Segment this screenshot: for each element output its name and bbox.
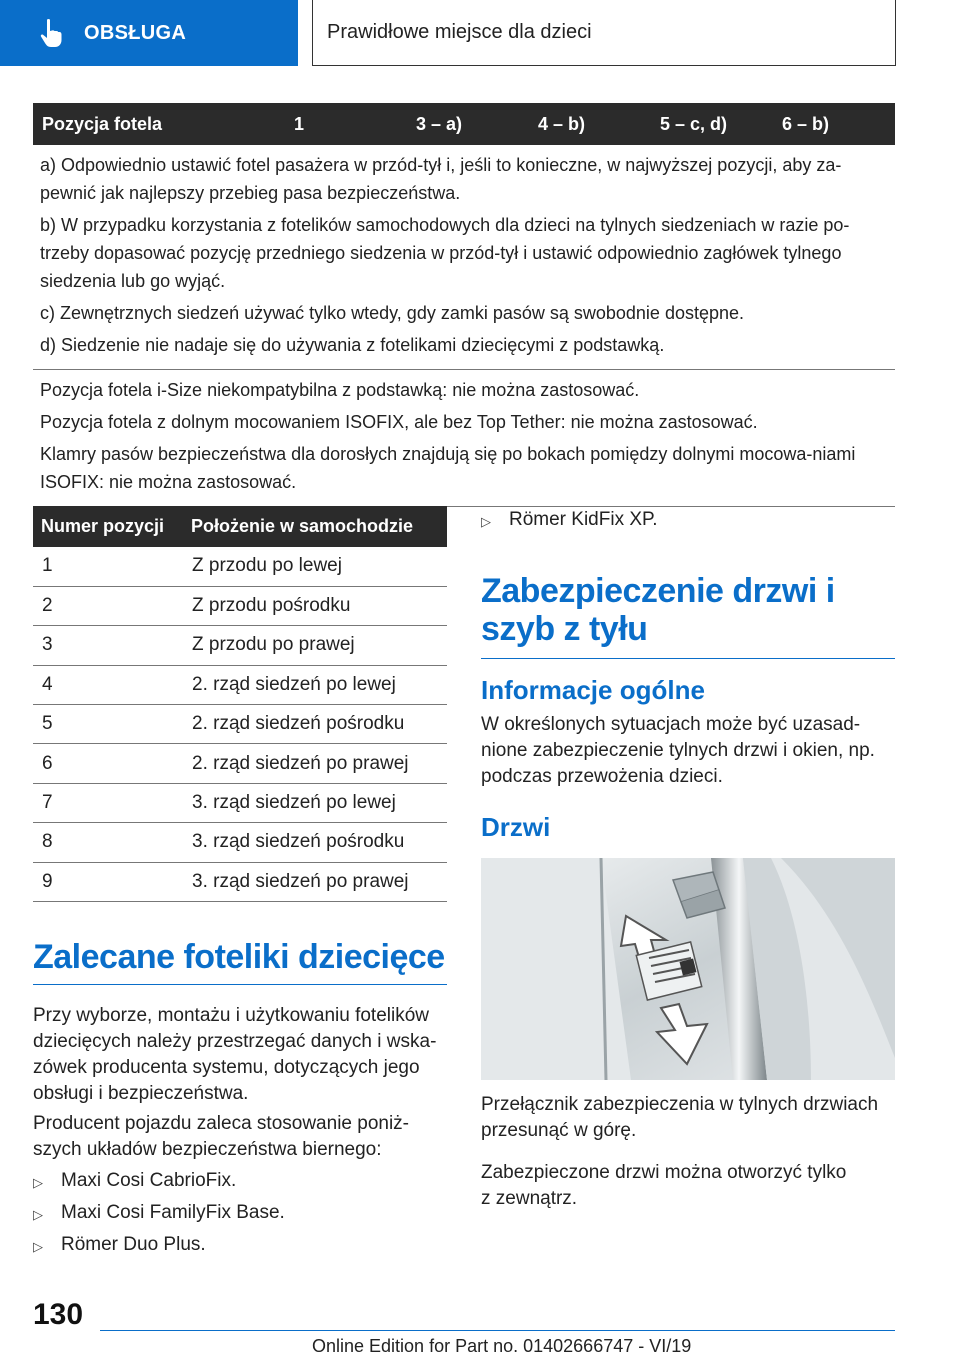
topic-title: Prawidłowe miejsce dla dzieci xyxy=(312,0,896,66)
table-header-cell: 3 – a) xyxy=(407,103,529,145)
body-paragraph: Producent pojazdu zaleca stosowanie poniż-szych układów bezpieczeństwa biernego: xyxy=(33,1113,410,1160)
position-number: 3 xyxy=(33,626,183,665)
note-text: b) W przypadku korzystania z fotelików samochodowych dla dzieci na tylnych siedzeniach w razie po-trzeby dopasować pozycję przedniego siedzenia w przód-tył i ustawić odpowiednio zagłówek tylnego siedzenia lub go wyjąć. xyxy=(40,215,850,291)
table-header-cell: 5 – c, d) xyxy=(651,103,773,145)
table-row xyxy=(33,586,447,625)
position-location: 2. rząd siedzeń po lewej xyxy=(183,665,447,704)
page-header xyxy=(0,0,960,66)
list-item-text: Römer KidFix XP. xyxy=(509,509,658,530)
table-row xyxy=(33,705,447,744)
subheading-general-info: Informacje ogólne xyxy=(481,675,705,705)
triangle-right-icon: ▷ xyxy=(33,1175,43,1190)
table-header-cell: 6 – b) xyxy=(773,103,895,145)
body-paragraph: Przy wyborze, montażu i użytkowaniu fotelików dziecięcych należy przestrzegać danych i wska-zówek producenta systemu, dotyczących jego obsługi i bezpieczeństwa. xyxy=(33,1005,437,1104)
table-header-cell: Pozycja fotela xyxy=(33,103,285,145)
list-item-text: Maxi Cosi CabrioFix. xyxy=(61,1170,237,1191)
list-item xyxy=(33,1168,236,1196)
position-number: 4 xyxy=(33,665,183,704)
position-number: 6 xyxy=(33,744,183,783)
position-number: 9 xyxy=(33,862,183,901)
section-heading-child-seats: Zalecane foteliki dziecięce xyxy=(33,938,447,985)
triangle-right-icon: ▷ xyxy=(33,1207,43,1222)
list-item xyxy=(33,1232,206,1260)
section-tab xyxy=(0,0,298,66)
position-number: 8 xyxy=(33,823,183,862)
triangle-right-icon: ▷ xyxy=(33,1239,43,1254)
position-location: 3. rząd siedzeń po lewej xyxy=(183,783,447,822)
table-row xyxy=(33,862,447,901)
body-paragraph: W określonych sytuacjach może być uzasad-nione zabezpieczenie tylnych drzwi i okien, np. podczas przewożenia dzieci. xyxy=(481,714,875,787)
position-number: 7 xyxy=(33,783,183,822)
position-number: 2 xyxy=(33,586,183,625)
position-number-table xyxy=(33,506,447,902)
subheading-doors: Drzwi xyxy=(481,812,551,842)
remarks-row xyxy=(33,370,895,507)
table-row xyxy=(33,626,447,665)
table-header-cell: 1 xyxy=(285,103,407,145)
position-location: Z przodu pośrodku xyxy=(183,586,447,625)
table-header-row xyxy=(33,506,447,547)
remark-text: Pozycja fotela z dolnym mocowaniem ISOFIX, ale bez Top Tether: nie można zastosować. xyxy=(40,412,758,432)
remark-text: Klamry pasów bezpieczeństwa dla dorosłych znajdują się po bokach pomiędzy dolnymi mocowa-niami ISOFIX: nie można zastosować. xyxy=(40,444,856,492)
position-number: 5 xyxy=(33,705,183,744)
remark-text: Pozycja fotela i-Size niekompatybilna z podstawką: nie można zastosować. xyxy=(40,380,640,400)
seat-position-table xyxy=(33,103,895,507)
position-location: Z przodu po lewej xyxy=(183,547,447,586)
section-title: OBSŁUGA xyxy=(84,21,187,44)
table-row xyxy=(33,665,447,704)
footer-edition: Online Edition for Part no. 01402666747 - VI/19 xyxy=(312,1336,692,1356)
table-header-cell: 4 – b) xyxy=(529,103,651,145)
list-item-text: Maxi Cosi FamilyFix Base. xyxy=(61,1202,285,1223)
table-header-cell: Położenie w samochodzie xyxy=(183,506,447,547)
position-number: 1 xyxy=(33,547,183,586)
page-number: 130 xyxy=(33,1298,84,1331)
table-header-row xyxy=(33,103,895,145)
table-header-cell: Numer pozycji xyxy=(33,506,183,547)
table-row xyxy=(33,783,447,822)
list-item xyxy=(33,1200,285,1228)
position-location: 3. rząd siedzeń pośrodku xyxy=(183,823,447,862)
section-heading-child-lock: Zabezpieczenie drzwi i szyb z tyłu xyxy=(481,572,895,659)
pointing-hand-icon xyxy=(38,18,64,48)
child-lock-switch-figure xyxy=(481,858,895,1080)
figure-caption: Przełącznik zabezpieczenia w tylnych drzwiach przesunąć w górę. xyxy=(481,1094,879,1141)
door-lock-illustration xyxy=(481,858,895,1080)
table-row xyxy=(33,547,447,586)
note-text: c) Zewnętrznych siedzeń używać tylko wtedy, gdy zamki pasów są swobodnie dostępne. xyxy=(40,303,745,323)
list-item-text: Römer Duo Plus. xyxy=(61,1234,206,1255)
triangle-right-icon: ▷ xyxy=(481,514,491,529)
position-location: 3. rząd siedzeń po prawej xyxy=(183,862,447,901)
list-item xyxy=(481,507,658,535)
remarks-cell xyxy=(33,370,895,507)
position-location: 2. rząd siedzeń po prawej xyxy=(183,744,447,783)
footer-divider xyxy=(100,1330,895,1331)
table-row xyxy=(33,744,447,783)
body-paragraph: Zabezpieczone drzwi można otworzyć tylko z zewnątrz. xyxy=(481,1162,847,1209)
note-text: a) Odpowiednio ustawić fotel pasażera w przód-tył i, jeśli to konieczne, w najwyższej pozycji, aby za-pewnić jak najlepszy przebieg pasa bezpieczeństwa. xyxy=(40,155,842,203)
position-location: 2. rząd siedzeń pośrodku xyxy=(183,705,447,744)
position-location: Z przodu po prawej xyxy=(183,626,447,665)
table-row xyxy=(33,823,447,862)
note-text: d) Siedzenie nie nadaje się do używania z fotelikami dziecięcymi z podstawką. xyxy=(40,335,665,355)
notes-cell xyxy=(33,145,895,370)
notes-row xyxy=(33,145,895,370)
